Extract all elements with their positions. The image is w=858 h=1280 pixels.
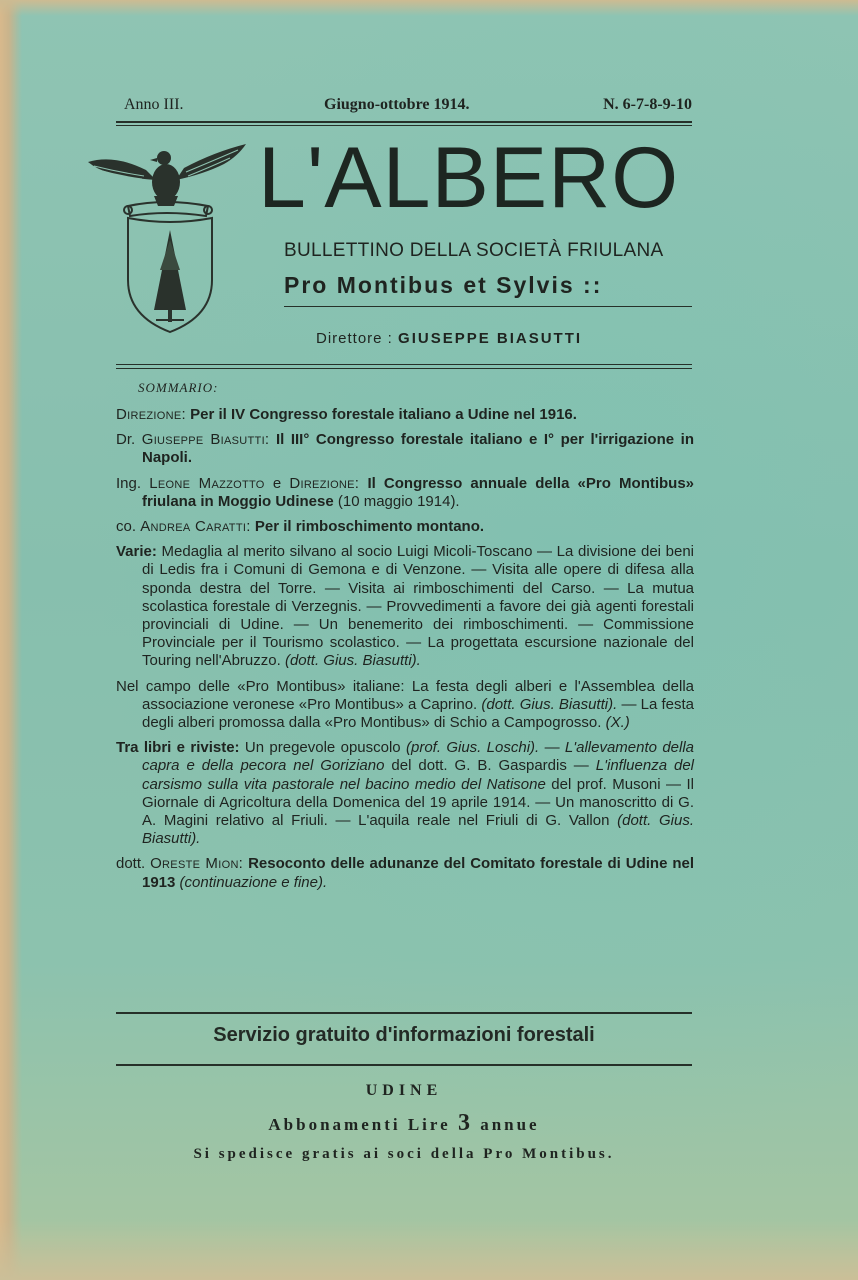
entry-label: Nel campo delle «Pro Montibus» italiane: — [116, 677, 405, 695]
entry-credit: (dott. Gius. Biasutti). — [481, 695, 618, 713]
paper-edge-top — [0, 0, 858, 16]
entry-note: (continuazione e fine). — [179, 873, 328, 891]
masthead-rule — [116, 364, 692, 365]
service-banner: Servizio gratuito d'informazioni forestali — [213, 1024, 595, 1046]
toc-entry — [116, 678, 694, 733]
director-name: GIUSEPPE BIASUTTI — [398, 330, 583, 347]
entry-text: La festa degli alberi e l'Assemblea della associazione veronese «Pro Montibus» a Caprino. — [142, 677, 694, 713]
free-for-members-note: Si spedisce gratis ai soci della Pro Montibus. — [193, 1146, 615, 1162]
motto-rule — [284, 306, 692, 307]
service-rule-bottom — [116, 1064, 692, 1066]
paper-edge-left — [0, 0, 22, 1280]
paper-edge-bottom — [0, 1220, 858, 1280]
entry-author: Andrea Caratti: — [140, 518, 251, 536]
entry-book-title: L'influenza del carsismo sulla vita pastorale nel bacino medio del Natisone — [142, 757, 695, 793]
journal-subtitle: BULLETTINO DELLA SOCIETÀ FRIULANA — [284, 240, 664, 261]
entry-text: — — [544, 739, 560, 757]
entry-credit: (X.) — [605, 714, 630, 732]
entry-label: Varie: — [116, 543, 157, 561]
society-motto: Pro Montibus et Sylvis :: — [284, 272, 603, 298]
toc-entry — [116, 518, 694, 536]
toc-entry — [116, 543, 694, 670]
entry-note: (10 maggio 1914). — [337, 492, 460, 510]
entry-prefix: Ing. — [116, 474, 142, 492]
toc-entry — [116, 431, 694, 467]
entry-author: Oreste Mion: — [150, 855, 244, 873]
subscription-label: Abbonamenti Lire — [268, 1115, 451, 1134]
entry-credit: (dott. Gius. Biasutti). — [284, 652, 421, 670]
toc-entry — [116, 475, 694, 511]
entry-text: — La festa degli alberi promossa dalla «Pro Montibus» di Schio a Campogrosso. — [142, 695, 694, 732]
issue-date: Giugno-ottobre 1914. — [324, 96, 470, 113]
entry-author: Direzione: — [289, 474, 360, 492]
header-rule — [116, 121, 692, 123]
entry-text: Un pregevole opuscolo — [244, 739, 401, 757]
subscription-amount: 3 — [457, 1110, 473, 1136]
issue-header — [116, 96, 692, 118]
subscription-period: annue — [480, 1115, 540, 1134]
eagle-shield-pine-emblem-icon — [84, 140, 250, 340]
toc-entry — [116, 406, 694, 424]
entry-title: Il Congresso annuale della «Pro Montibus» friulana in Moggio Udinese — [142, 474, 695, 510]
entry-author: Direzione: — [116, 406, 186, 423]
entry-book-title: L'allevamento della capra e della pecora nel Goriziano — [142, 739, 695, 775]
publication-city: UDINE — [365, 1082, 443, 1099]
journal-title: L'ALBERO — [258, 130, 680, 226]
service-rule-top — [116, 1012, 692, 1014]
entry-credit: (prof. Gius. Loschi). — [406, 739, 540, 757]
entry-author: Giuseppe Biasutti: — [141, 431, 270, 449]
header-rule-thin — [116, 125, 692, 126]
entry-prefix: co. — [116, 518, 137, 536]
entry-title: Per il IV Congresso forestale italiano a Udine nel 1916. — [190, 406, 577, 423]
entry-title: Per il rimboschimento montano. — [254, 518, 485, 536]
subscription-line — [116, 1110, 692, 1137]
entry-title: Il III° Congresso forestale italiano e I° per l'irrigazione in Napoli. — [142, 431, 694, 467]
entry-conjunction: e — [272, 474, 282, 492]
entry-title: Resoconto delle adunanze del Comitato forestale di Udine nel 1913 — [142, 855, 694, 891]
sommario-heading: SOMMARIO: — [138, 380, 219, 395]
toc-entry — [116, 739, 694, 848]
entry-text: del prof. Musoni — Il Giornale di Agricoltura della Domenica del 19 aprile 1914. — Un manoscritto di G. A. Magini relativo al Friuli. — L'aquila reale nel Friuli di G. Vallon — [142, 775, 694, 830]
toc-entry — [116, 855, 694, 891]
entry-text: Medaglia al merito silvano al socio Luigi Micoli-Toscano — La divisione dei beni di Ledis fra i Comuni di Gemona e di Venzone. — Visita alle opere di difesa alla sponda destra del Torre. — Visita ai rimboschimenti del Carso. — La mutua scolastica forestale di Verzegnis. — Provvedimenti a favore dei già agenti forestali provinciali di Udine. — Un benemerito dei rimboschimenti. — Commissione Provinciale per il Tourismo scolastico. — La progettata escursione nazionale del Touring nell'Abruzzo. — [142, 543, 695, 670]
entry-credit: (dott. Gius. Biasutti). — [142, 812, 694, 848]
entry-text: del dott. G. B. Gaspardis — — [391, 757, 589, 775]
masthead-rule-2 — [116, 368, 692, 369]
issue-number: N. 6-7-8-9-10 — [603, 96, 692, 113]
entry-label: Tra libri e riviste: — [116, 739, 240, 757]
entry-prefix: dott. — [116, 855, 146, 873]
entry-author: Leone Mazzotto — [149, 474, 265, 492]
director-label: Direttore : — [316, 330, 393, 347]
director-line — [316, 330, 676, 347]
table-of-contents — [116, 406, 694, 899]
issue-year: Anno III. — [124, 96, 184, 113]
entry-prefix: Dr. — [116, 431, 136, 449]
